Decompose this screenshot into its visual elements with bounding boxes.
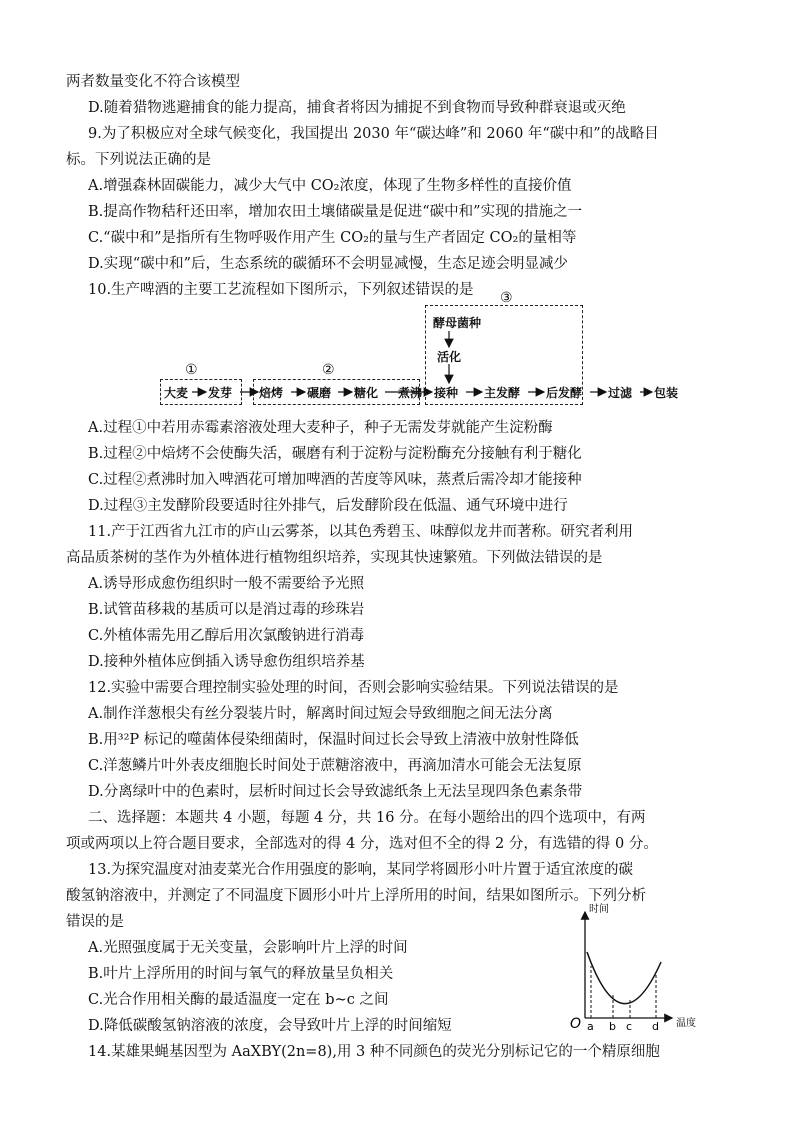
q13-option-a: A.光照强度属于无关变量，会影响叶片上浮的时间 xyxy=(88,940,408,956)
q12-option-c: C.洋葱鳞片叶外表皮细胞长时间处于蔗糖溶液中，再滴加清水可能会无法复原 xyxy=(88,758,582,774)
q9-stem: 9.为了积极应对全球气候变化，我国提出 2030 年“碳达峰”和 2060 年“碳中和”的战略目 xyxy=(88,126,659,142)
q10-option-b: B.过程②中焙烤不会使酶失活，碾磨有利于淀粉与淀粉酶充分接触有利于糖化 xyxy=(88,446,582,462)
float-time-curve xyxy=(587,952,661,1004)
q13-stem-end: 错误的是 xyxy=(66,914,124,930)
q12-option-a: A.制作洋葱根尖有丝分裂装片时，解离时间过短会导致细胞之间无法分离 xyxy=(88,706,553,722)
process-2-marker: ② xyxy=(322,362,335,378)
q12-option-b: B.用³²P 标记的噬菌体侵染细菌时，保温时间过长会导致上清液中放射性降低 xyxy=(88,732,579,748)
q9-option-d: D.实现“碳中和”后，生态系统的碳循环不会明显减慢，生态足迹会明显减少 xyxy=(88,256,569,272)
q10-option-d: D.过程③主发酵阶段要适时往外排气，后发酵阶段在低温、通气环境中进行 xyxy=(88,498,568,514)
section2-instructions: 项或两项以上符合题目要求，全部选对的得 4 分，选对但不全的得 2 分，有选错的得 0 分。 xyxy=(66,836,658,852)
process-1-marker: ① xyxy=(185,362,198,378)
step-inoculate: 接种 xyxy=(434,386,459,400)
q10-option-c: C.过程②煮沸时加入啤酒花可增加啤酒的苦度等风味，蒸煮后需冷却才能接种 xyxy=(88,472,582,488)
x-axis-label: 温度 xyxy=(676,1018,696,1029)
step-bake: 焙烤 xyxy=(259,386,284,400)
q9-option-c: C.“碳中和”是指所有生物呼吸作用产生 CO₂的量与生产者固定 CO₂的量相等 xyxy=(88,230,577,246)
intro-line: 两者数量变化不符合该模型 xyxy=(66,74,240,90)
step-main-ferment: 主发酵 xyxy=(484,386,521,400)
q13-option-d: D.降低碳酸氢钠溶液的浓度，会导致叶片上浮的时间缩短 xyxy=(88,1018,452,1034)
step-boil: 煮沸 xyxy=(398,386,423,400)
tick-d: d xyxy=(652,1020,659,1030)
q12-stem: 12.实验中需要合理控制实验处理的时间，否则会影响实验结果。下列说法错误的是 xyxy=(88,680,619,696)
q13-option-b: B.叶片上浮所用的时间与氧气的释放量呈负相关 xyxy=(88,966,394,982)
step-grind: 碾磨 xyxy=(307,386,332,400)
q11-option-a: A.诱导形成愈伤组织时一般不需要给予光照 xyxy=(88,576,365,592)
process-3-marker: ③ xyxy=(500,290,513,306)
q11-stem-cont: 高品质茶树的茎作为外植体进行植物组织培养，实现其快速繁殖。下列做法错误的是 xyxy=(66,550,603,566)
q13-stem-cont: 酸氢钠溶液中，并测定了不同温度下圆形小叶片上浮所用的时间，结果如图所示。下列分析 xyxy=(66,888,646,904)
q13-option-c: C.光合作用相关酶的最适温度一定在 b~c 之间 xyxy=(88,992,389,1008)
step-sprout: 发芽 xyxy=(208,386,233,400)
q10-option-a: A.过程①中若用赤霉素溶液处理大麦种子，种子无需发芽就能产生淀粉酶 xyxy=(88,420,553,436)
q12-option-d: D.分离绿叶中的色素时，层析时间过长会导致滤纸条上无法呈现四条色素条带 xyxy=(88,784,583,800)
step-filter: 过滤 xyxy=(608,386,633,400)
step-barley: 大麦 xyxy=(164,386,189,400)
origin-label: O xyxy=(570,1016,582,1030)
q11-option-b: B.试管苗移栽的基质可以是消过毒的珍珠岩 xyxy=(88,602,365,618)
q11-stem: 11.产于江西省九江市的庐山云雾茶，以其色秀碧玉、味醇似龙井而著称。研究者利用 xyxy=(88,524,634,540)
temperature-time-graph xyxy=(560,900,710,1030)
step-yeast: 酵母菌种 xyxy=(433,316,482,330)
step-saccharify: 糖化 xyxy=(354,386,379,400)
intro-option-d: D.随着猎物逃避捕食的能力提高，捕食者将因为捕捉不到食物而导致种群衰退或灭绝 xyxy=(88,100,626,116)
step-activate: 活化 xyxy=(437,350,462,364)
y-axis-label: 时间 xyxy=(589,904,609,915)
q11-option-d: D.接种外植体应倒插入诱导愈伤组织培养基 xyxy=(88,654,365,670)
step-post-ferment: 后发酵 xyxy=(546,386,583,400)
tick-b: b xyxy=(609,1020,616,1030)
section2-heading: 二、选择题：本题共 4 小题，每题 4 分，共 16 分。在每小题给出的四个选项中，有两 xyxy=(88,810,646,826)
q11-option-c: C.外植体需先用乙醇后用次氯酸钠进行消毒 xyxy=(88,628,365,644)
q13-stem: 13.为探究温度对油麦菜光合作用强度的影响，某同学将圆形小叶片置于适宜浓度的碳 xyxy=(88,862,634,878)
q10-stem: 10.生产啤酒的主要工艺流程如下图所示，下列叙述错误的是 xyxy=(88,282,474,298)
q9-option-a: A.增强森林固碳能力，减少大气中 CO₂浓度，体现了生物多样性的直接价值 xyxy=(88,178,572,194)
q9-stem-cont: 标。下列说法正确的是 xyxy=(66,152,211,168)
tick-a: a xyxy=(587,1020,594,1030)
step-package: 包装 xyxy=(654,386,679,400)
q14-stem: 14.某雄果蝇基因型为 AaXBY(2n=8),用 3 种不同颜色的荧光分别标记它的一个精原细胞 xyxy=(88,1044,660,1060)
tick-c: c xyxy=(626,1020,633,1030)
q9-option-b: B.提高作物秸秆还田率，增加农田土壤储碳量是促进“碳中和”实现的措施之一 xyxy=(88,204,583,220)
